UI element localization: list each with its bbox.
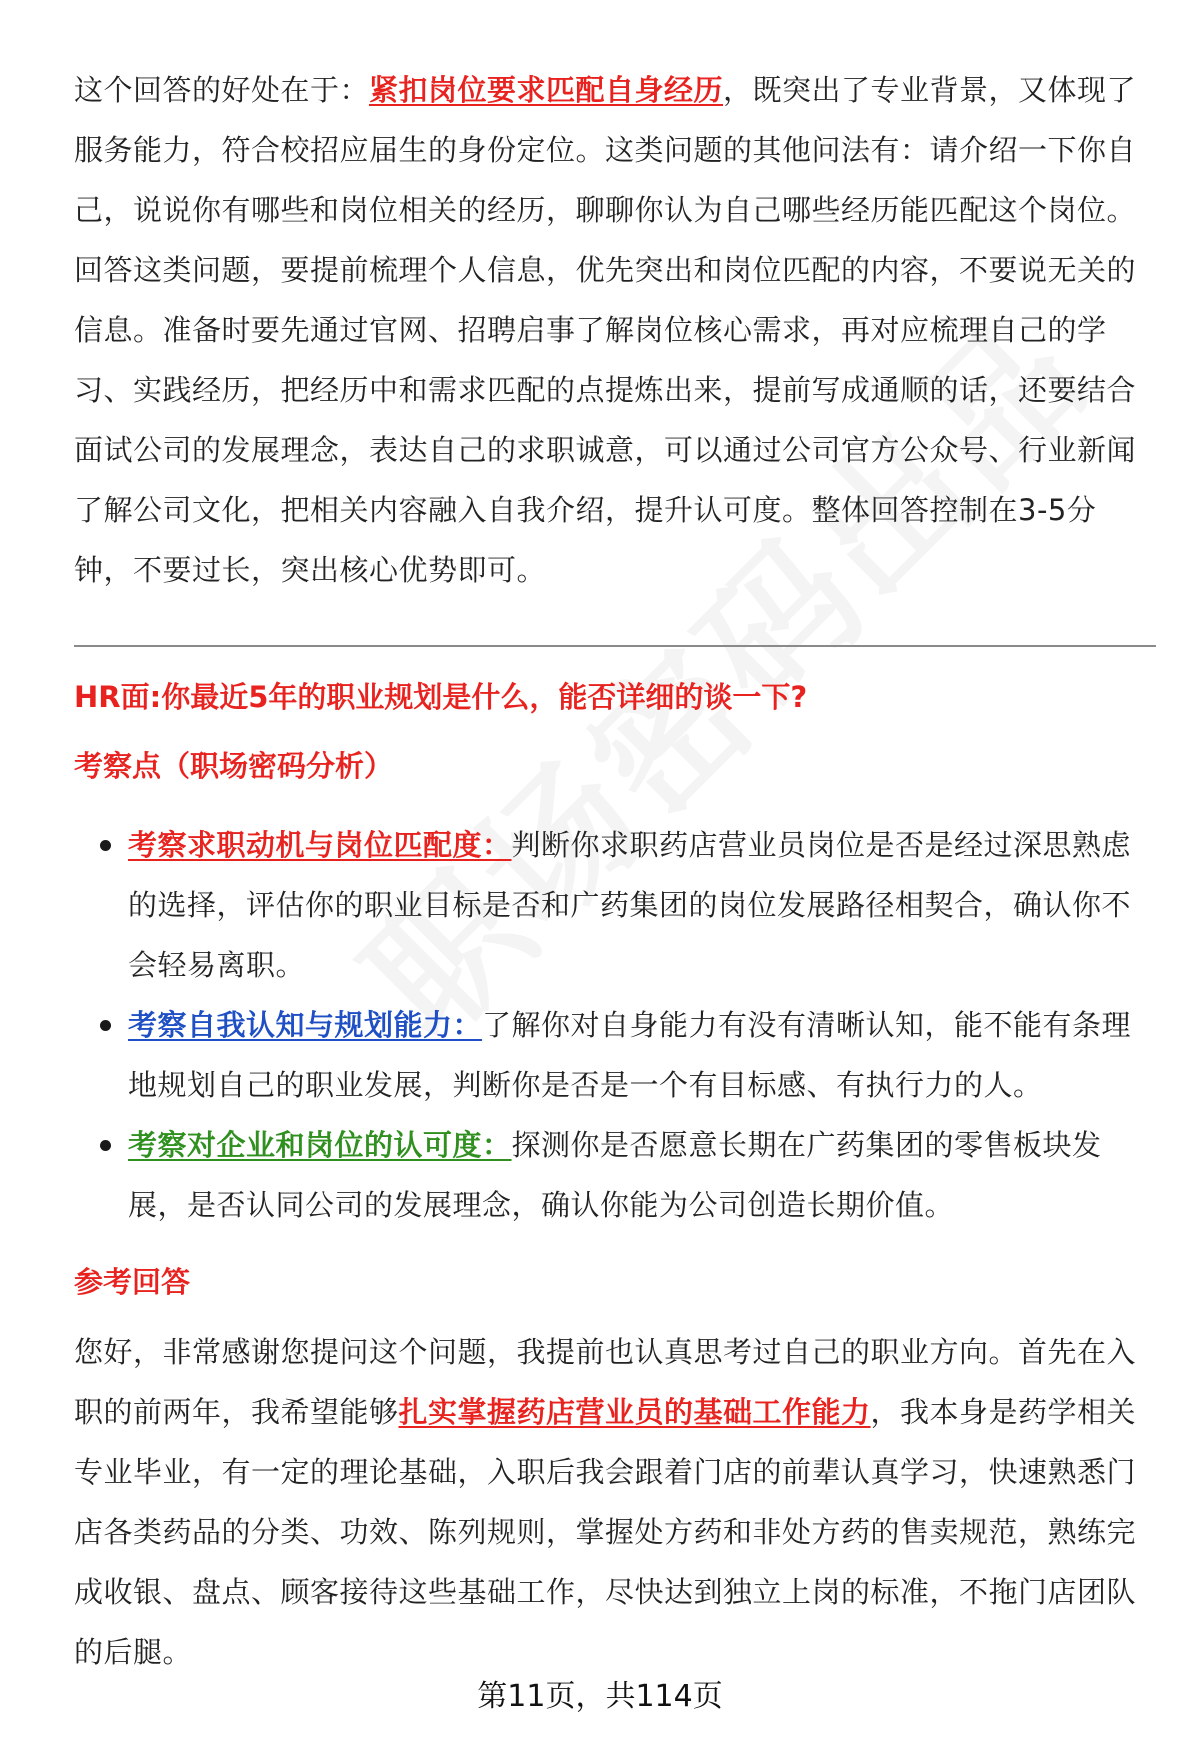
point-item [74,995,1154,1115]
intro-text-before: 这个回答的好处在于： [74,73,370,107]
point-text: 探测你是否愿意长期在广药集团的零售板块发展，是否认同公司的发展理念，确认你能为公司创造长期价值。 [128,1128,1102,1222]
bullet-dot-icon [100,1020,111,1031]
points-list [74,815,1154,1235]
section-divider [74,645,1156,647]
point-item [74,1115,1154,1235]
answer-text-after: ，我本身是药学相关专业毕业，有一定的理论基础，入职后我会跟着门店的前辈认真学习，快速熟悉门店各类药品的分类、功效、陈列规则，掌握处方药和非处方药的售卖规范，熟练完成收银、盘点、顾客接待这些基础工作，尽快达到独立上岗的标准，不拖门店团队的后腿。 [74,1395,1137,1669]
point-item [74,815,1154,995]
points-heading: 考察点（职场密码分析） [74,749,394,783]
intro-paragraph [74,60,1154,600]
point-label: 考察求职动机与岗位匹配度： [128,828,512,862]
answer-highlight: 扎实掌握药店营业员的基础工作能力 [398,1395,871,1429]
point-text: 判断你求职药店营业员岗位是否是经过深思熟虑的选择，评估你的职业目标是否和广药集团的岗位发展路径相契合，确认你不会轻易离职。 [128,828,1132,982]
answer-paragraph [74,1322,1154,1682]
question-heading: HR面:你最近5年的职业规划是什么，能否详细的谈一下? [74,680,808,714]
answer-text-before: 您好，非常感谢您提问这个问题，我提前也认真思考过自己的职业方向。首先在入职的前两年，我希望能够 [74,1335,1137,1429]
point-label: 考察自我认知与规划能力： [128,1008,483,1042]
page-number: 第11页，共114页 [477,1679,723,1714]
intro-text-after: ，既突出了专业背景，又体现了服务能力，符合校招应届生的身份定位。这类问题的其他问法有：请介绍一下你自己，说说你有哪些和岗位相关的经历，聊聊你认为自己哪些经历能匹配这个岗位。回答这类问题，要提前梳理个人信息，优先突出和岗位匹配的内容，不要说无关的信息。准备时要先通过官网、招聘启事了解岗位核心需求，再对应梳理自己的学习、实践经历，把经历中和需求匹配的点提炼出来，提前写成通顺的话，还要结合面试公司的发展理念，表达自己的求职诚意，可以通过公司官方公众号、行业新闻了解公司文化，把相关内容融入自我介绍，提升认可度。整体回答控制在3-5分钟，不要过长，突出核心优势即可。 [74,73,1137,587]
answer-heading: 参考回答 [74,1265,191,1299]
point-text: 了解你对自身能力有没有清晰认知，能不能有条理地规划自己的职业发展，判断你是否是一个有目标感、有执行力的人。 [128,1008,1132,1102]
intro-highlight: 紧扣岗位要求匹配自身经历 [369,73,724,107]
point-label: 考察对企业和岗位的认可度： [128,1128,512,1162]
bullet-dot-icon [100,1140,111,1151]
bullet-dot-icon [100,840,111,851]
